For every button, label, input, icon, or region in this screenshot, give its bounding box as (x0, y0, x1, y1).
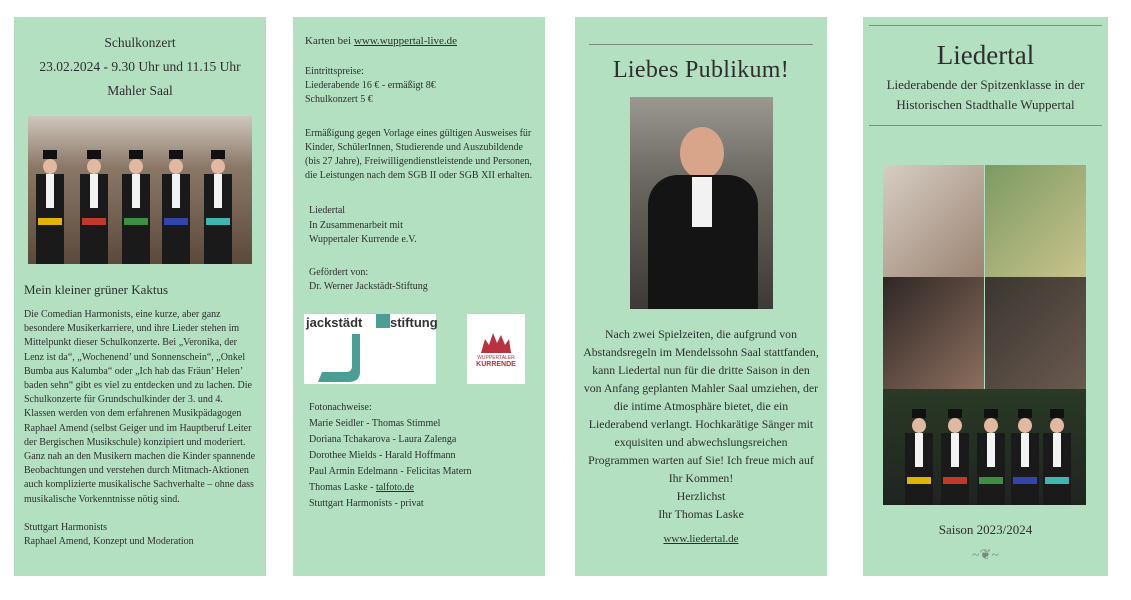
header-line-1: Schulkonzert (104, 35, 176, 50)
harmonists-group-photo (883, 389, 1086, 505)
artist-photo (883, 277, 984, 389)
section-title: Mein kleiner grüner Kaktus (24, 282, 169, 297)
harmonists-photo (28, 116, 252, 264)
prices-line-1: Liederabende 16 € - ermäßigt 8€ (305, 80, 436, 92)
artist-photo (985, 165, 1086, 277)
talfoto-link[interactable]: talfoto.de (375, 482, 414, 494)
header-line-3: Mahler Saal (107, 83, 173, 98)
photo-credit-item: Doriana Tchakarova - Laura Zalenga (309, 434, 457, 446)
credit-line-1: Stuttgart Harmonists (24, 521, 108, 533)
kurrende-text-2: KURRENDE (476, 360, 516, 368)
prices-line-2: Schulkonzert 5 € (305, 94, 373, 106)
partner-block (293, 204, 545, 247)
signature: Ihr Thomas Laske (658, 507, 744, 521)
panel-schulkonzert (14, 17, 266, 576)
photo-credit-item: Thomas Laske - talfoto.de (309, 482, 414, 494)
kurrende-logo (467, 314, 525, 384)
photo-credit-item: Marie Seidler - Thomas Stimmel (309, 418, 441, 430)
funding-block (293, 266, 545, 294)
credit-line-2: Raphael Amend, Konzept und Moderation (24, 536, 194, 548)
photo-credits (293, 400, 545, 512)
performer-credit (14, 521, 266, 549)
prices-block (293, 65, 545, 108)
kurrende-emblem-icon (479, 331, 513, 353)
artist-photo-grid (883, 165, 1086, 505)
description-text: Die Comedian Harmonists, eine kurze, aber ganz besondere Musikerkarriere, und ihre Lieder stehen im Mittelpunkt dieser Schulkonzerte. Bei „Veronika, der Lenz ist da“, „Wochenend’ und Sonnenschein“, „Onkel Bumba aus Kalumba“ oder „Ich hab das Fräun’ Helen’ baden sehn“ gibt es viel zu entdecken und zu lachen. Die Schulkonzerte für Grundschulkinder der 3. und 4. Klassen werden von dem erfahrenen Musikpädagogen Raphael Amend (selbst Geiger und im Hauptberuf Leiter der Bergischen Musikschule) konzipiert und moderiert. Ganz nah an den Musikern machen die Kinder spannende Beobachtungen und verstehen durch Mitmach-Aktionen auch komplizierte musikalische Sachverhalte – ohne dass musikalische Vorkenntnisse nötig sind. (24, 309, 256, 505)
panel-greeting (575, 17, 827, 576)
photo-credit-item: Dorothee Mields - Harald Hoffmann (309, 450, 456, 462)
panel-cover (863, 17, 1108, 576)
season-label: Saison 2023/2024 (938, 522, 1033, 537)
header-line-2: 23.02.2024 - 9.30 Uhr und 11.15 Uhr (39, 59, 241, 74)
cover-subtitle: Liederabende der Spitzenklasse in der Historischen Stadthalle Wuppertal (886, 77, 1085, 112)
greeting-text: Nach zwei Spielzeiten, die aufgrund von Abstandsregeln im Mendelssohn Saal stattfanden, kann Liedertal nun für die dritte Saison in den von Anfang geplanten Mahler Saal umziehen, der die intime Atmosphäre bietet, die ein Liederabend verlangt. Hochkarätige Sänger mit exquisiten und abwechslungsreichen Programmen warten auf Sie! Ich freue mich auf Ihr Kommen! (583, 327, 819, 485)
artist-photo (883, 165, 984, 277)
cover-top-divider (869, 25, 1102, 26)
closing: Herzlichst (676, 489, 726, 503)
greeting-title: Liebes Publikum! (612, 57, 790, 83)
jackstaedt-logo (304, 314, 436, 384)
funding-label: Gefördert von: (309, 267, 369, 279)
photo-credit-item: Stuttgart Harmonists - privat (309, 498, 424, 510)
sponsor-logos (304, 314, 534, 384)
jackstaedt-text-left: jackstädt (306, 315, 363, 331)
concert-header (14, 31, 266, 103)
photo-credit-item: Paul Armin Edelmann - Felicitas Matern (309, 466, 472, 478)
tickets-label: Karten bei (305, 35, 354, 47)
cover-bottom-divider (869, 125, 1102, 126)
partner-line-2: In Zusammenarbeit mit (309, 219, 403, 231)
funding-name: Dr. Werner Jackstädt-Stiftung (309, 281, 428, 293)
tickets-line (293, 35, 545, 47)
liedertal-link[interactable]: www.liedertal.de (663, 533, 739, 545)
jackstaedt-text-right: stiftung (390, 315, 438, 331)
partner-line-1: Liedertal (309, 205, 346, 217)
partner-line-3: Wuppertaler Kurrende e.V. (309, 233, 417, 245)
tickets-link[interactable]: www.wuppertal-live.de (353, 35, 458, 47)
thomas-laske-photo (630, 97, 773, 309)
top-divider (589, 44, 813, 45)
discount-text: Ermäßigung gegen Vorlage eines gültigen Ausweises für Kinder, SchülerInnen, Studierende und Auszubildende (bis 27 Jahre), Freiwilligendienstleistende und Personen, die Leistungen nach dem SGB II oder SGB XII erhalten. (305, 127, 533, 182)
artist-photo (985, 277, 1086, 389)
panel-info (293, 17, 545, 576)
photo-credits-label: Fotonachweise: (309, 402, 372, 414)
cover-title: Liedertal (936, 40, 1035, 70)
kurrende-text-1: WUPPERTALER (477, 354, 515, 361)
ornament-icon: ~❦~ (972, 548, 999, 563)
prices-label: Eintrittspreise: (305, 66, 364, 77)
